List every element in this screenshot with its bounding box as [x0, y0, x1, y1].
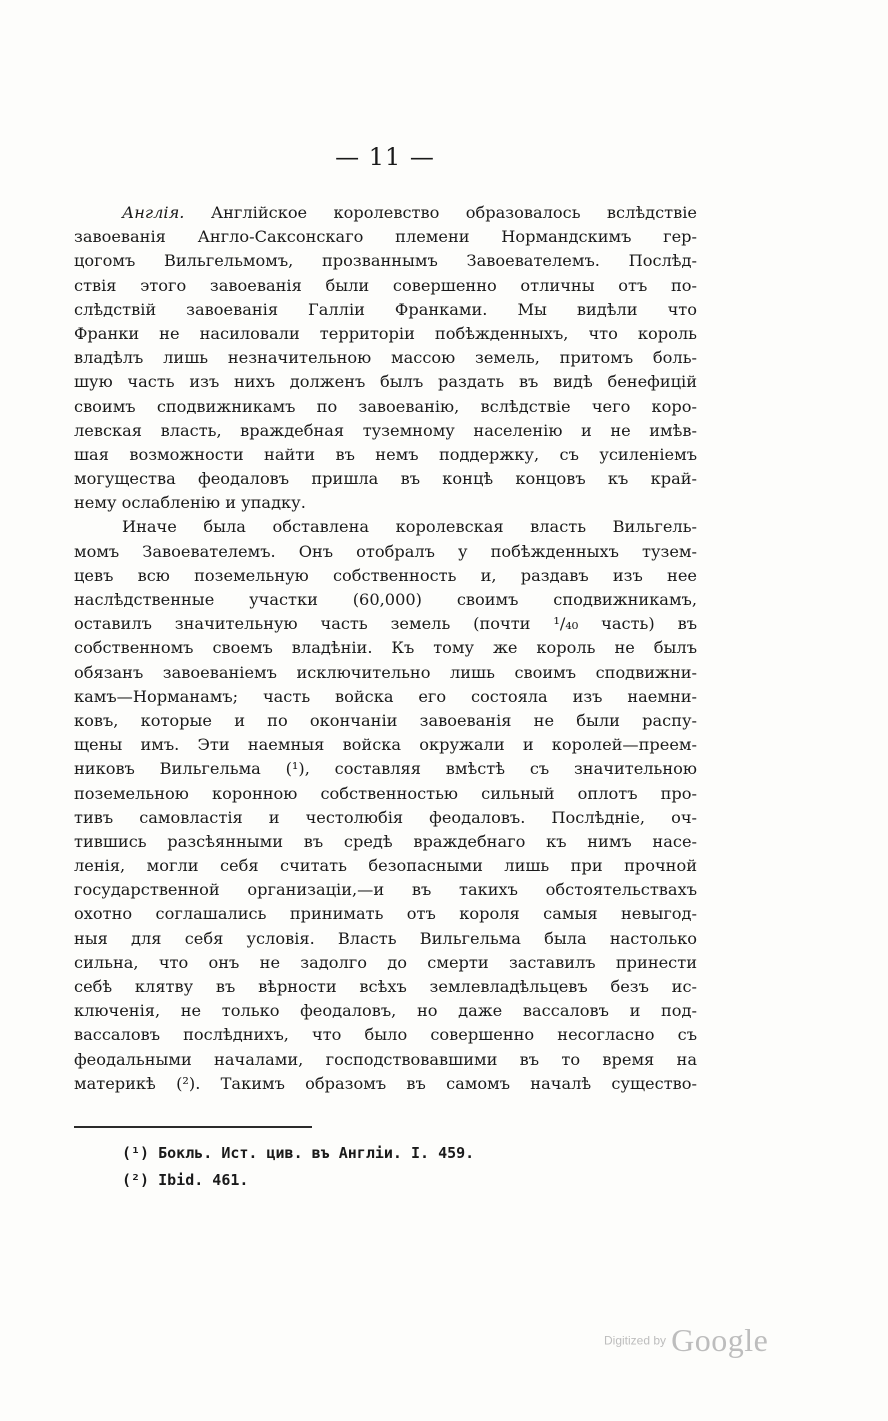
- text-line: шую часть изъ нихъ долженъ былъ раздать въ видѣ бенефицій: [74, 372, 697, 392]
- text-line: нему ослабленію и упадку.: [74, 493, 306, 513]
- text-line: ленія, могли себя считать безопасными лишь при прочной: [74, 856, 697, 876]
- text-line: камъ—Норманамъ; часть войска его состояла изъ наемни-: [74, 686, 697, 706]
- text-line: своимъ сподвижникамъ по завоеванію, вслѣдствіе чего коро-: [74, 396, 697, 416]
- text-line: сильна, что онъ не задолго до смерти заставилъ принести: [74, 952, 697, 972]
- text-line: феодальными началами, господствовавшими въ то время на: [74, 1049, 697, 1069]
- text-line: себѣ клятву въ вѣрности всѣхъ землевладѣльцевъ безъ ис-: [74, 977, 697, 996]
- text-line: [74, 201, 697, 225]
- footnote-2: (²) Ibid. 461.: [122, 1171, 249, 1189]
- footnote-divider: [74, 1126, 312, 1128]
- text-line: Франки не насиловали территоріи побѣжденныхъ, что король: [74, 323, 697, 343]
- text-line: левская власть, враждебная туземному населенію и не имѣв-: [74, 420, 697, 440]
- text-line: государственной организаціи,—и въ такихъ обстоятельствахъ: [74, 880, 697, 900]
- text-line: слѣдствій завоеванія Галліи Франками. Мы видѣли что: [74, 299, 697, 319]
- text-line: ствія этого завоеванія были совершенно отличны отъ по-: [74, 275, 697, 295]
- text-line: тившись разсѣянными въ средѣ враждебнаго къ нимъ насе-: [74, 831, 697, 851]
- section-heading-inline: Англія.: [122, 203, 185, 222]
- text-line: Иначе была обставлена королевская власть Вильгель-: [122, 517, 697, 537]
- text-line: тивъ самовластія и честолюбія феодаловъ. Послѣдніе, оч-: [74, 807, 697, 827]
- page-number: — 11 —: [335, 143, 435, 171]
- text-line: ныя для себя условія. Власть Вильгельма была настолько: [74, 928, 697, 948]
- body-text: [74, 201, 697, 1096]
- text-line: момъ Завоевателемъ. Онъ отобралъ у побѣжденныхъ тузем-: [74, 541, 697, 561]
- text-line: завоеванія Англо-Саксонскаго племени Нормандскимъ гер-: [74, 227, 697, 247]
- paragraph-william: [74, 515, 697, 1096]
- text-line: никовъ Вильгельма (¹), составляя вмѣстѣ съ значительною: [74, 759, 697, 779]
- text-line: оставилъ значительную часть земель (почти ¹/₄₀ часть) въ: [74, 614, 697, 634]
- text-line: собственномъ своемъ владѣніи. Къ тому же король не былъ: [74, 638, 697, 658]
- text-line: могущества феодаловъ пришла въ концѣ концовъ къ край-: [74, 469, 697, 489]
- text-line: владѣлъ лишь незначительною массою земель, притомъ боль-: [74, 348, 697, 368]
- text-line: шая возможности найти въ немъ поддержку, съ усиленіемъ: [74, 444, 697, 464]
- paragraph-england: [74, 201, 697, 515]
- watermark-prefix: Digitized by: [604, 1333, 667, 1348]
- text-line: материкѣ (²). Такимъ образомъ въ самомъ началѣ существо-: [74, 1073, 697, 1093]
- google-wordmark: Google: [671, 1322, 769, 1358]
- footnotes: [122, 1140, 474, 1194]
- text-line: щены имъ. Эти наемныя войска окружали и королей—преем-: [74, 735, 697, 755]
- text-line: поземельною коронною собственностью сильный оплотъ про-: [74, 783, 697, 803]
- text-line: наслѣдственные участки (60,000) своимъ сподвижникамъ,: [74, 590, 697, 609]
- text-line: вассаловъ послѣднихъ, что было совершенно несогласно съ: [74, 1025, 697, 1045]
- footnote-1: (¹) Бокль. Ист. цив. въ Англіи. I. 459.: [122, 1144, 475, 1162]
- text-line: охотно соглашались принимать отъ короля самыя невыгод-: [74, 904, 697, 924]
- text-line: цогомъ Вильгельмомъ, прозваннымъ Завоевателемъ. Послѣд-: [74, 251, 697, 271]
- text-line: цевъ всю поземельную собственность и, раздавъ изъ нее: [74, 565, 697, 585]
- text-line: ключенія, не только феодаловъ, но даже вассаловъ и под-: [74, 1001, 697, 1021]
- text-line: обязанъ завоеваніемъ исключительно лишь своимъ сподвижни-: [74, 662, 697, 682]
- digitized-by-google-watermark: [604, 1322, 768, 1359]
- text-line: ковъ, которые и по окончаніи завоеванія не были распу-: [74, 710, 697, 730]
- text-fragment: Англійское королевство образовалось вслѣдствіе: [184, 203, 697, 222]
